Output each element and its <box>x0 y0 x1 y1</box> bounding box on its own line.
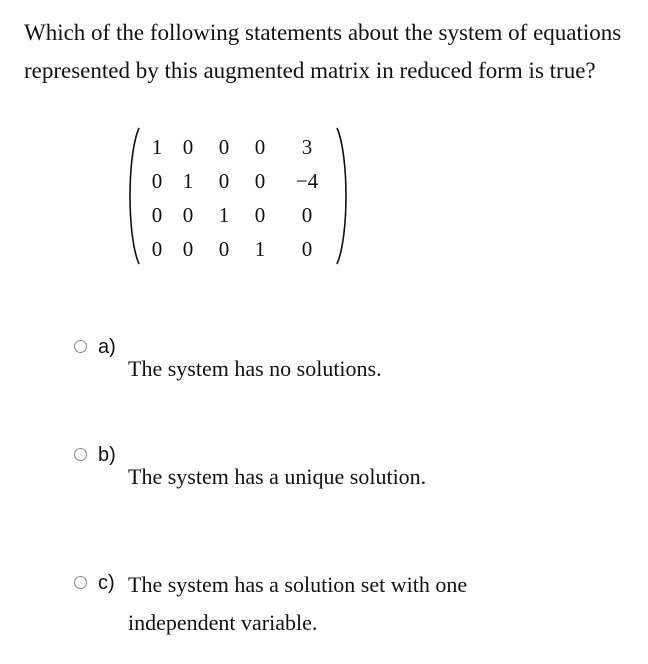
matrix-cell: 0 <box>218 168 230 193</box>
matrix-cell: 0 <box>182 236 194 261</box>
answer-option-c[interactable] <box>74 566 634 646</box>
matrix-grid <box>144 130 336 266</box>
question-text: Which of the following statements about the system of equations represented by this augmented matrix in reduced form is true? <box>24 20 622 83</box>
matrix-cell-augmented: −4 <box>295 168 319 193</box>
matrix-cell: 1 <box>151 134 163 159</box>
option-letter: a) <box>98 336 116 358</box>
matrix-cell: 0 <box>218 134 230 159</box>
matrix-cell-augmented: 3 <box>301 134 313 159</box>
matrix-cell: 0 <box>151 236 163 261</box>
matrix-cell: 0 <box>254 202 266 227</box>
left-parenthesis-icon <box>126 126 142 266</box>
answer-option-b[interactable] <box>74 436 634 496</box>
radio-button-icon[interactable] <box>74 448 87 461</box>
matrix-cell-augmented: 0 <box>301 202 313 227</box>
radio-button-icon[interactable] <box>74 576 87 589</box>
augmented-matrix <box>126 126 352 266</box>
option-text: The system has no solutions. <box>128 356 382 381</box>
matrix-cell: 0 <box>254 134 266 159</box>
option-text: The system has a solution set with one independent variable. <box>128 572 468 635</box>
matrix-cell: 1 <box>254 236 266 261</box>
matrix-cell: 0 <box>151 202 163 227</box>
answer-option-a[interactable] <box>74 328 634 388</box>
matrix-cell: 1 <box>218 202 230 227</box>
matrix-cell-augmented: 0 <box>301 236 313 261</box>
option-letter: b) <box>98 444 116 466</box>
matrix-cell: 0 <box>218 236 230 261</box>
option-letter: c) <box>98 572 115 594</box>
matrix-cell: 0 <box>182 134 194 159</box>
matrix-cell: 0 <box>182 202 194 227</box>
option-text: The system has a unique solution. <box>128 464 427 489</box>
matrix-cell: 0 <box>151 168 163 193</box>
radio-button-icon[interactable] <box>74 340 87 353</box>
matrix-cell: 0 <box>254 168 266 193</box>
right-parenthesis-icon <box>334 126 350 266</box>
matrix-cell: 1 <box>182 168 194 193</box>
